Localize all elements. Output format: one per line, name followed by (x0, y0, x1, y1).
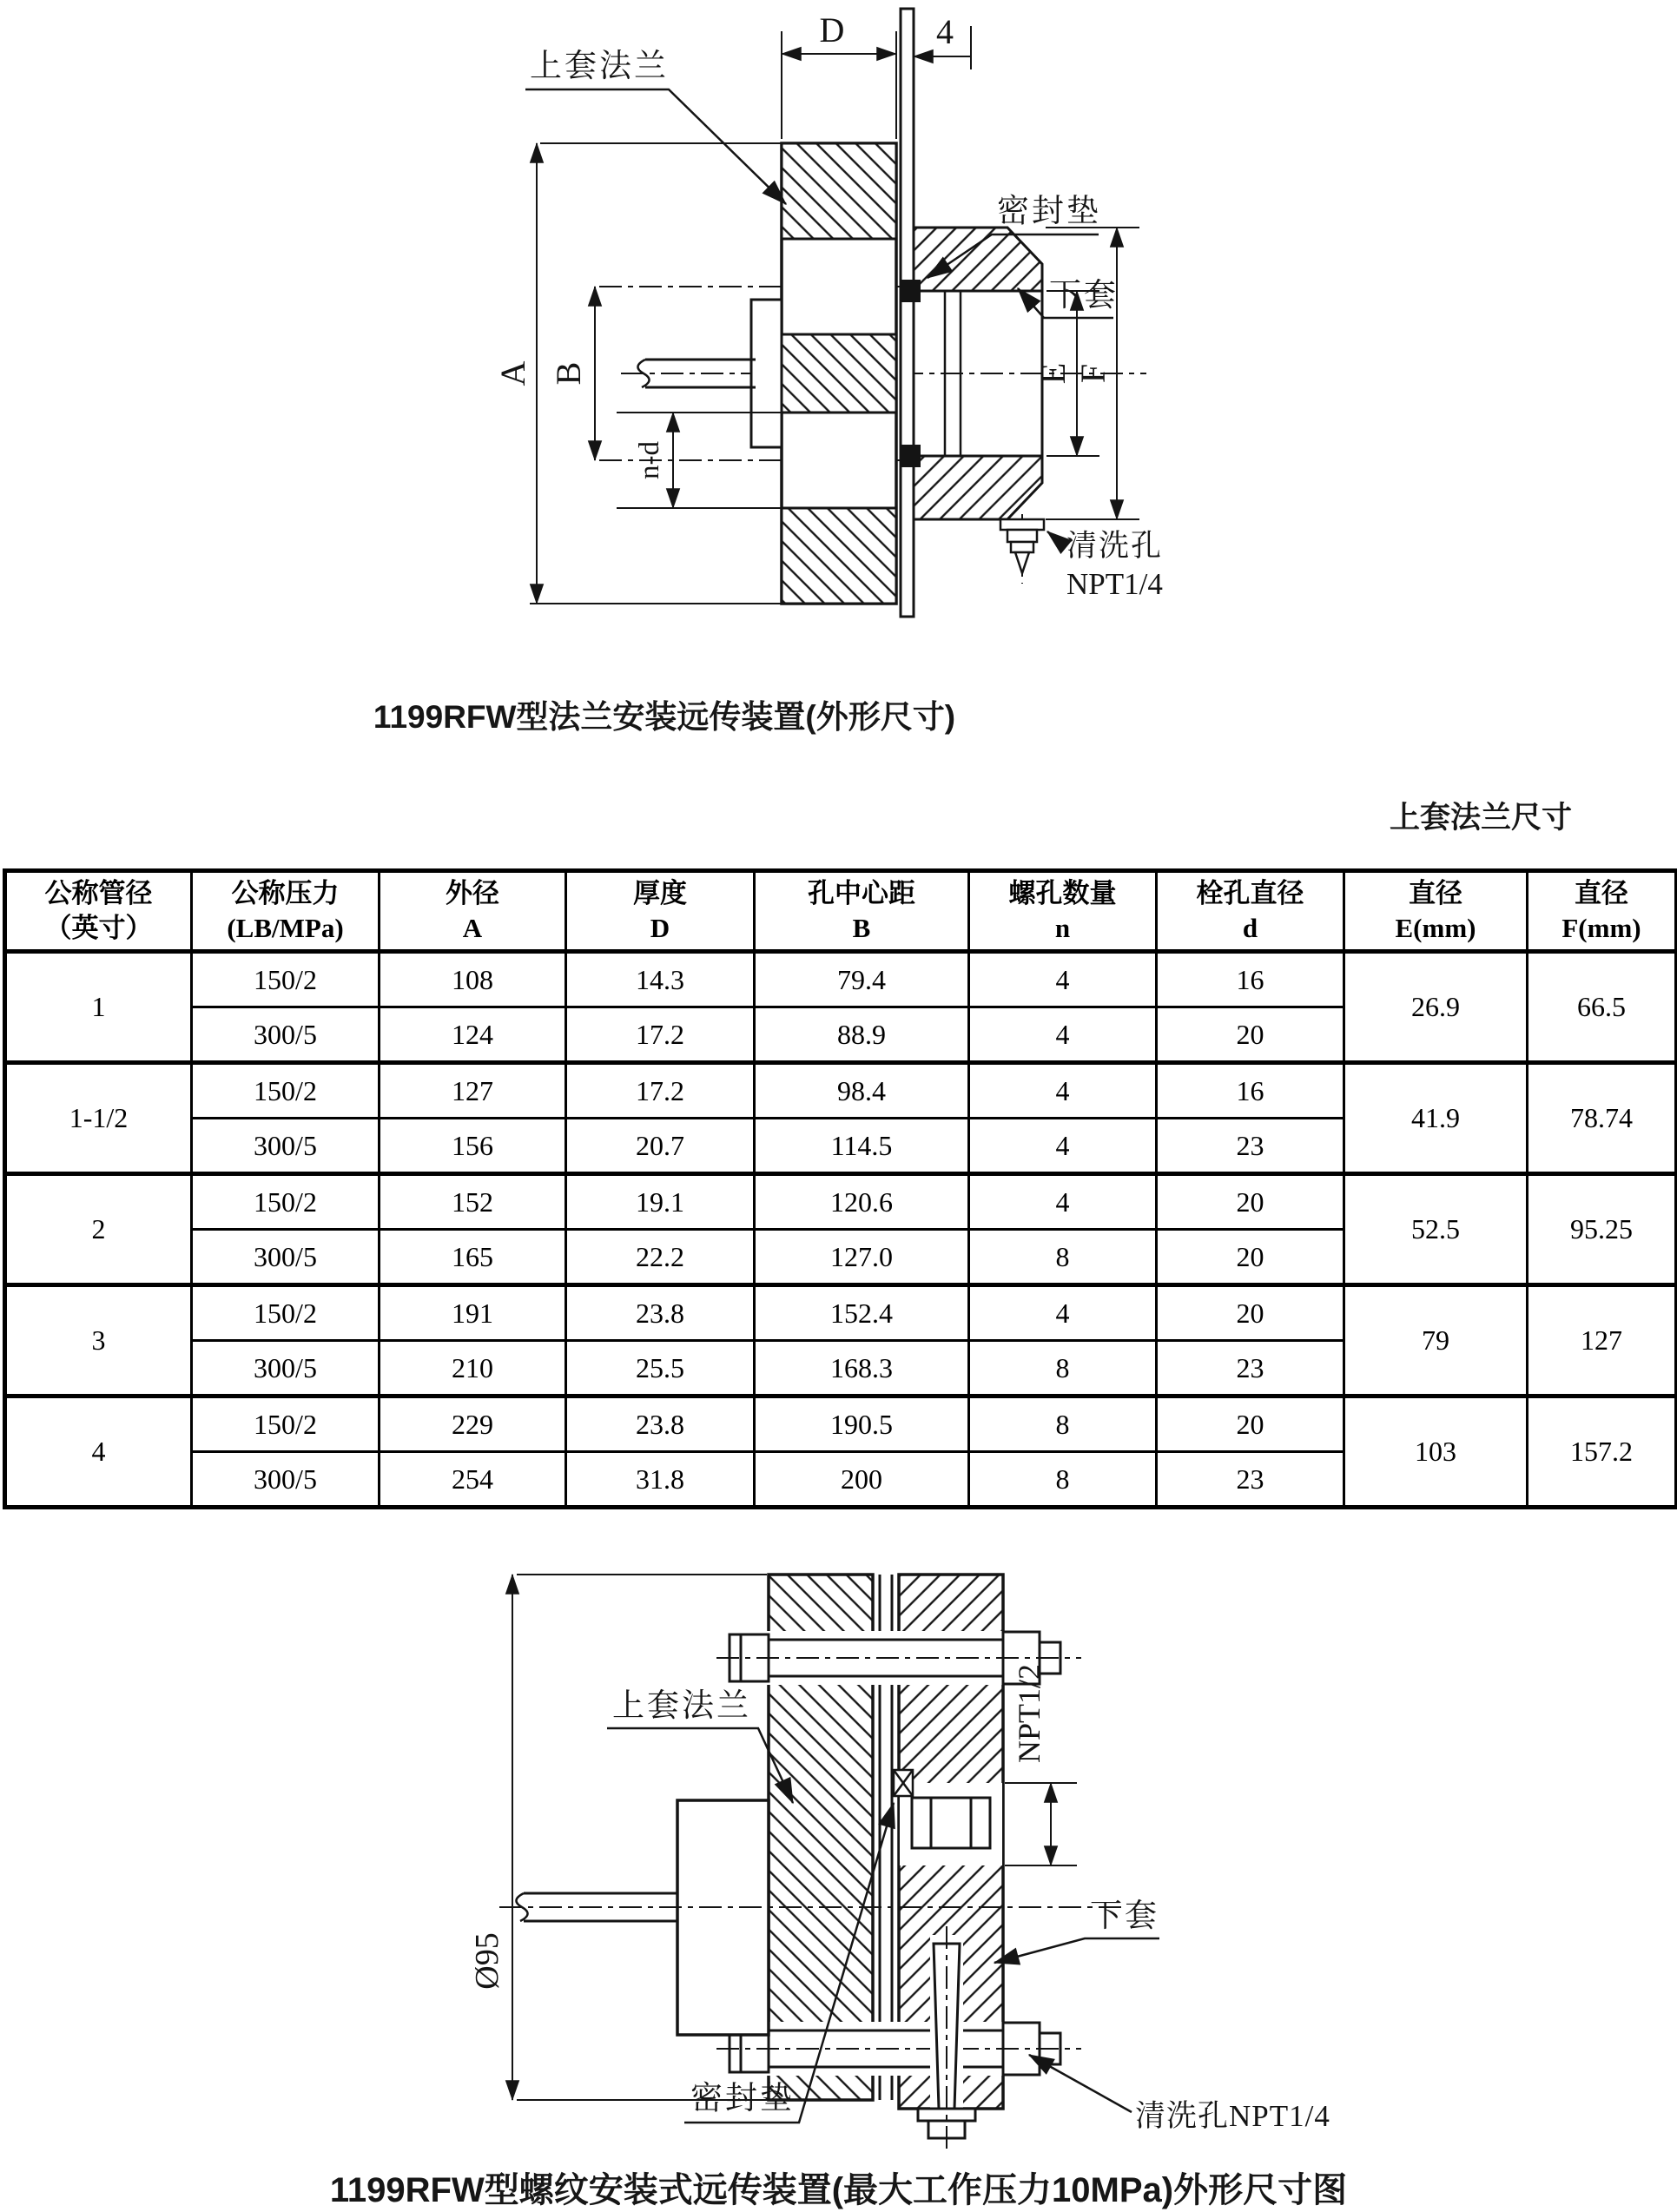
cell: 23 (1157, 1119, 1344, 1174)
seal-gasket-block-top (901, 280, 921, 302)
label-upper-flange (525, 48, 786, 204)
svg-text:清洗孔: 清洗孔 (1066, 529, 1164, 563)
svg-text:密封垫: 密封垫 (690, 2081, 795, 2116)
cell: 16 (1157, 1063, 1344, 1119)
table-row (5, 1397, 1677, 1452)
cell: 25.5 (566, 1341, 755, 1397)
cell: 31.8 (566, 1452, 755, 1508)
cell: 127.0 (755, 1230, 969, 1285)
cell-size: 2 (5, 1174, 192, 1285)
cell-F: 66.5 (1528, 952, 1677, 1063)
cell-E: 26.9 (1344, 952, 1528, 1063)
cell-size: 4 (5, 1397, 192, 1508)
cell: 156 (380, 1119, 566, 1174)
col-header-hole-center: 孔中心距 B (755, 871, 969, 952)
cell: 79.4 (755, 952, 969, 1007)
dim-E-label: E (1033, 362, 1073, 385)
cell: 108 (380, 952, 566, 1007)
cell: 20 (1157, 1230, 1344, 1285)
cell-E: 79 (1344, 1285, 1528, 1397)
cell: 127 (380, 1063, 566, 1119)
cell: 114.5 (755, 1119, 969, 1174)
col-header-hole-count: 螺孔数量 n (969, 871, 1157, 952)
cell: 150/2 (192, 1285, 380, 1341)
cell: 4 (969, 1119, 1157, 1174)
cell-F: 157.2 (1528, 1397, 1677, 1508)
cell: 190.5 (755, 1397, 969, 1452)
col-header-bolt-dia: 栓孔直径 d (1157, 871, 1344, 952)
label-upper-flange (607, 1687, 793, 1803)
cell: 4 (969, 952, 1157, 1007)
cell-size: 3 (5, 1285, 192, 1397)
cell: 4 (969, 1285, 1157, 1341)
cell: 23.8 (566, 1397, 755, 1452)
cell: 150/2 (192, 1063, 380, 1119)
svg-text:上套法兰: 上套法兰 (612, 1688, 751, 1724)
table-row (5, 1174, 1677, 1230)
cell: 300/5 (192, 1341, 380, 1397)
cell: 152.4 (755, 1285, 969, 1341)
table-row (5, 1063, 1677, 1119)
col-header-pressure: 公称压力 (LB/MPa) (192, 871, 380, 952)
gasket-plate (901, 9, 914, 617)
dim-D-label: D (819, 10, 845, 50)
svg-text:下套: 下套 (1049, 278, 1119, 314)
upper-flange-plate (782, 143, 896, 604)
svg-text:上套法兰: 上套法兰 (530, 49, 669, 84)
cell: 20.7 (566, 1119, 755, 1174)
cell: 191 (380, 1285, 566, 1341)
cell-size: 1-1/2 (5, 1063, 192, 1174)
cell: 4 (969, 1174, 1157, 1230)
seal-gasket-block-bottom (901, 445, 921, 467)
col-header-dia-F: 直径 F(mm) (1528, 871, 1677, 952)
dim-F-label: F (1073, 363, 1112, 384)
cell: 20 (1157, 1174, 1344, 1230)
cell: 20 (1157, 1285, 1344, 1341)
cell: 4 (969, 1007, 1157, 1063)
cell: 8 (969, 1341, 1157, 1397)
cell: 8 (969, 1230, 1157, 1285)
cell: 8 (969, 1452, 1157, 1508)
cell: 254 (380, 1452, 566, 1508)
dimension-4 (914, 12, 971, 69)
cell: 168.3 (755, 1341, 969, 1397)
seal-gasket-box (894, 1770, 913, 1796)
cell: 165 (380, 1230, 566, 1285)
cell-F: 78.74 (1528, 1063, 1677, 1174)
cell: 98.4 (755, 1063, 969, 1119)
cell-E: 41.9 (1344, 1063, 1528, 1174)
cell-F: 127 (1528, 1285, 1677, 1397)
cell: 20 (1157, 1397, 1344, 1452)
cell: 124 (380, 1007, 566, 1063)
cell-F: 95.25 (1528, 1174, 1677, 1285)
cell: 8 (969, 1397, 1157, 1452)
dimension-npt-half (1005, 1664, 1077, 1865)
dim-4-label: 4 (936, 12, 954, 51)
top-diagram-caption: 1199RFW型法兰安装远传装置(外形尺寸) (373, 699, 956, 735)
table-row (5, 952, 1677, 1007)
cell: 23 (1157, 1341, 1344, 1397)
dim-nd-label: n-d (634, 441, 665, 479)
dia95-label: Ø95 (469, 1932, 505, 1990)
dimension-D (782, 10, 896, 139)
cell: 150/2 (192, 952, 380, 1007)
cell: 23 (1157, 1452, 1344, 1508)
cell: 19.1 (566, 1174, 755, 1230)
svg-text:清洗孔NPT1/4: 清洗孔NPT1/4 (1135, 2099, 1330, 2133)
cell: 14.3 (566, 952, 755, 1007)
cell: 229 (380, 1397, 566, 1452)
cell-E: 52.5 (1344, 1174, 1528, 1285)
cell: 300/5 (192, 1452, 380, 1508)
dim-B-label: B (549, 361, 588, 386)
thread-mount-diagram (343, 1553, 1359, 2161)
table-row (5, 1285, 1677, 1341)
cell: 150/2 (192, 1174, 380, 1230)
cell: 120.6 (755, 1174, 969, 1230)
cell-E: 103 (1344, 1397, 1528, 1508)
cell: 4 (969, 1063, 1157, 1119)
cell: 300/5 (192, 1230, 380, 1285)
npt-half-label: NPT1/2 (1012, 1663, 1046, 1764)
label-clean-hole (1047, 529, 1163, 601)
flange-mount-diagram (486, 0, 1172, 669)
dim-A-label: A (493, 360, 532, 386)
cell: 17.2 (566, 1007, 755, 1063)
cell: 22.2 (566, 1230, 755, 1285)
cell: 88.9 (755, 1007, 969, 1063)
cell: 150/2 (192, 1397, 380, 1452)
clean-hole-bolt (1000, 519, 1044, 573)
label-clean-hole (1029, 2055, 1330, 2133)
cell: 17.2 (566, 1063, 755, 1119)
hex-plug (912, 1798, 990, 1848)
svg-text:密封垫: 密封垫 (997, 194, 1101, 229)
svg-text:下套: 下套 (1090, 1898, 1159, 1934)
cell: 152 (380, 1174, 566, 1230)
dimension-B (549, 287, 595, 460)
svg-text:NPT1/4: NPT1/4 (1066, 567, 1163, 601)
cell-size: 1 (5, 952, 192, 1063)
col-header-dia-E: 直径 E(mm) (1344, 871, 1528, 952)
cell: 20 (1157, 1007, 1344, 1063)
cell: 300/5 (192, 1007, 380, 1063)
bottom-diagram-caption: 1199RFW型螺纹安装式远传装置(最大工作压力10MPa)外形尺寸图 (329, 2171, 1348, 2209)
col-header-outer-dia: 外径 A (380, 871, 566, 952)
cell: 16 (1157, 952, 1344, 1007)
table-title: 上套法兰尺寸 (1390, 801, 1573, 835)
cell: 210 (380, 1341, 566, 1397)
header-row (5, 871, 1677, 952)
col-header-size: 公称管径 （英寸） (5, 871, 192, 952)
cell: 200 (755, 1452, 969, 1508)
bottom-clamp-bolt (716, 2023, 1081, 2075)
cell: 300/5 (192, 1119, 380, 1174)
flange-dimension-table (3, 868, 1677, 1509)
cell: 23.8 (566, 1285, 755, 1341)
col-header-thickness: 厚度 D (566, 871, 755, 952)
